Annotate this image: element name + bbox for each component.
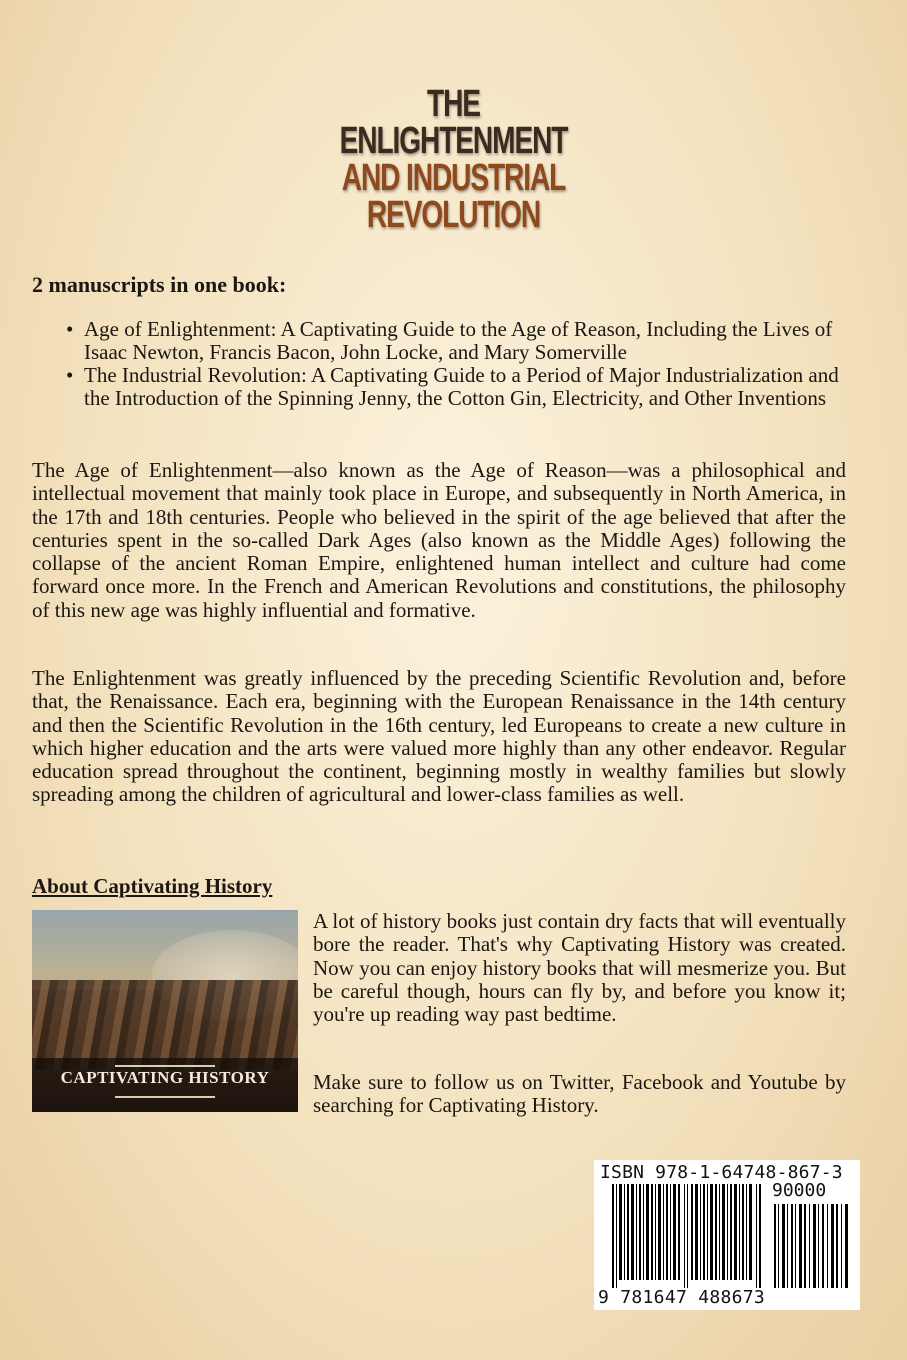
captivating-history-logo-image	[32, 910, 298, 1112]
barcode-digits: 9 781647 488673	[598, 1287, 766, 1308]
title-line-1: THE	[427, 83, 480, 125]
isbn-barcode	[594, 1160, 860, 1310]
painting-crowd	[32, 980, 298, 1070]
logo-ornament-top	[115, 1065, 215, 1067]
logo-ornament-bottom	[115, 1096, 215, 1098]
title-line-2: ENLIGHTENMENT	[339, 120, 568, 162]
about-heading: About Captivating History	[32, 874, 273, 898]
price-code: 90000	[772, 1180, 827, 1201]
about-text-1: A lot of history books just contain dry facts that will eventually bore the reader. That's why Captivating History was created. Now you can enjoy history books that will mesmerize you. But be careful though, hours can fly by, and before you know it; you're up reading way past bedtime.	[313, 909, 846, 1027]
price-barcode-bars-icon	[774, 1204, 850, 1288]
paragraph-2: The Enlightenment was greatly influenced by the preceding Scientific Revolution and, before that, the Renaissance. Each era, beginning with the European Renaissance in the 14th century and then the Scientific Revolution in the 16th century, led Europeans to create a new culture in which higher education and the arts were valued more highly than any other endeavor. Regular education spread throughout the continent, beginning mostly in wealthy families but slowly spreading among the children of agricultural and lower-class families as well.	[32, 666, 846, 807]
paragraph-1: The Age of Enlightenment—also known as the Age of Reason—was a philosophical and intellectual movement that mainly took place in Europe, and subsequently in North America, in the 17th and 18th centuries. People who believed in the spirit of the age believed that after the centuries spent in the so-called Dark Ages (also known as the Middle Ages) following the collapse of the ancient Roman Empire, enlightened human intellect and culture had come forward once more. In the French and American Revolutions and constitutions, the philosophy of this new age was highly influential and formative.	[32, 458, 846, 622]
manuscript-item: • Age of Enlightenment: A Captivating Guide to the Age of Reason, Including the Lives of Isaac Newton, Francis Bacon, John Locke, and Mary Somerville	[84, 318, 864, 364]
isbn-label: ISBN 978-1-64748-867-3	[600, 1162, 843, 1183]
barcode-bars-icon	[612, 1184, 762, 1288]
manuscript-item: • The Industrial Revolution: A Captivating Guide to a Period of Major Industrialization and the Introduction of the Spinning Jenny, the Cotton Gin, Electricity, and Other Inventions	[84, 364, 864, 410]
manuscripts-list	[84, 318, 864, 410]
book-title	[0, 83, 907, 236]
logo-text: CAPTIVATING HISTORY	[60, 1068, 270, 1087]
about-text-2: Make sure to follow us on Twitter, Facebook and Youtube by searching for Captivating History.	[313, 1070, 846, 1118]
title-line-3: AND INDUSTRIAL	[341, 157, 566, 199]
manuscripts-heading: 2 manuscripts in one book:	[32, 272, 287, 297]
title-line-4: REVOLUTION	[366, 194, 541, 236]
